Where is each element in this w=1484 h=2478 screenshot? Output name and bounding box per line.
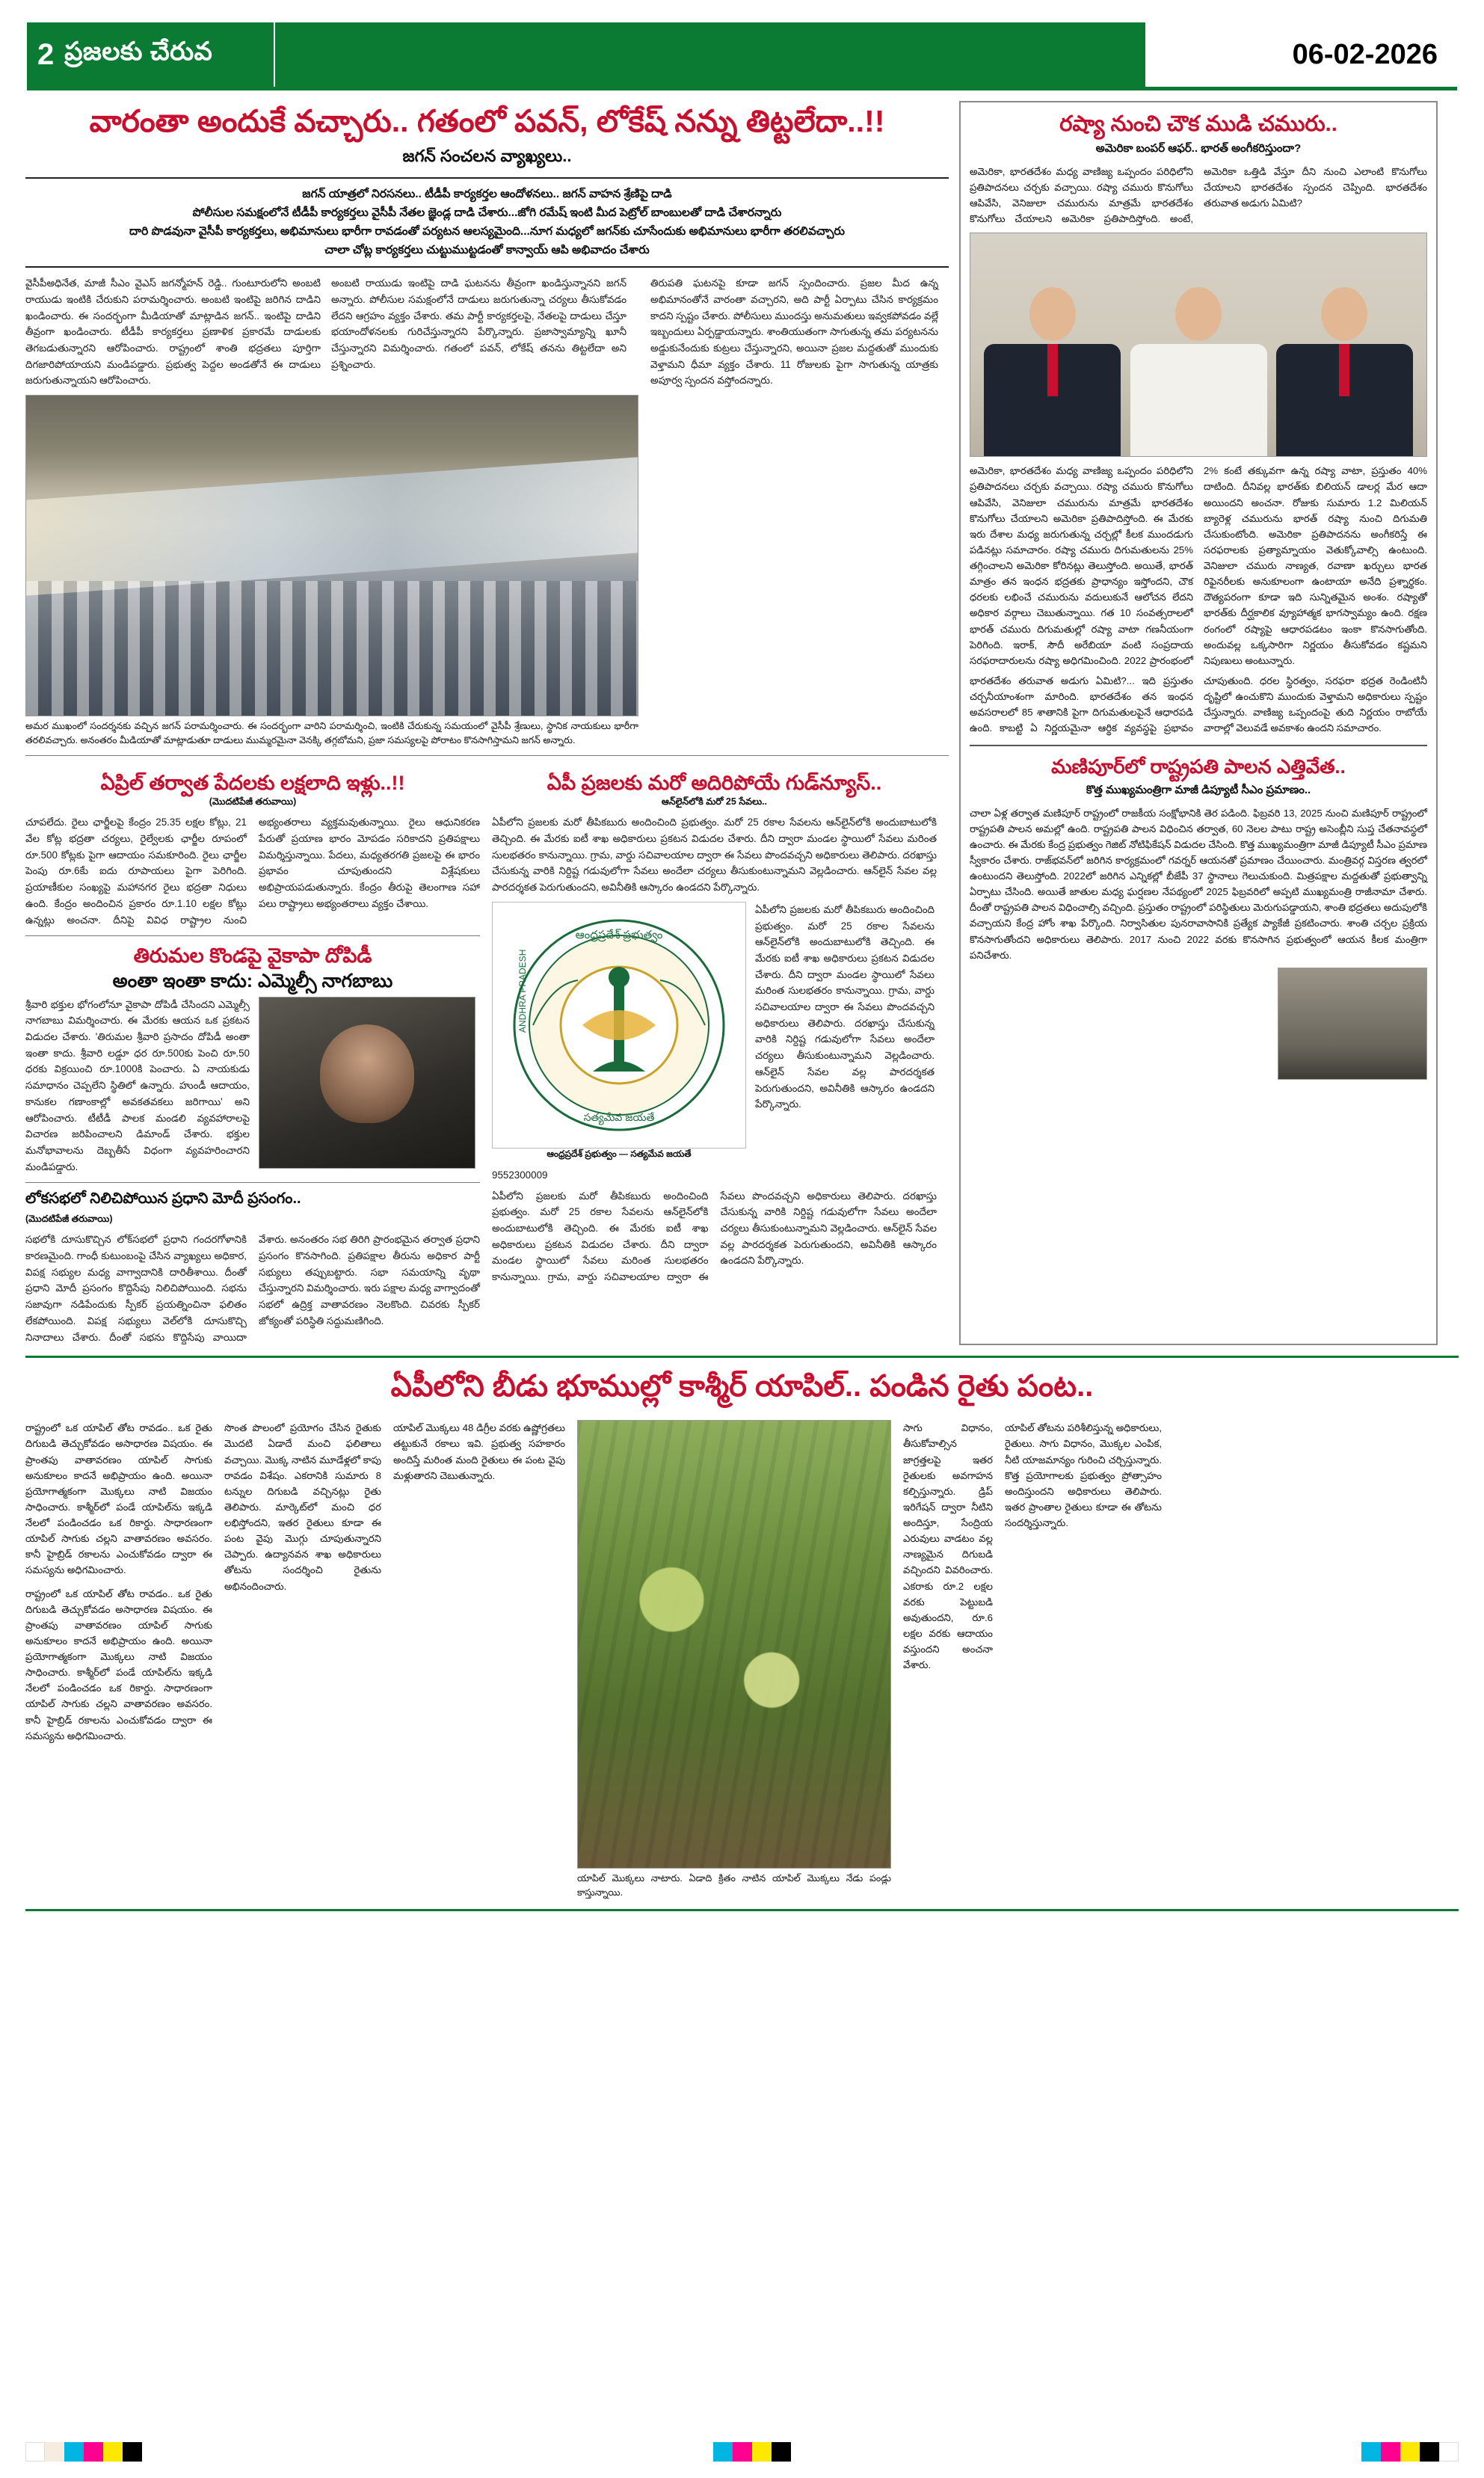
svg-text:సత్యమేవ జయతే: సత్యమేవ జయతే [583, 1110, 655, 1123]
left-column [25, 101, 949, 1345]
swatch [752, 2442, 772, 2462]
world-leaders-photo [970, 233, 1427, 457]
swatch [45, 2442, 64, 2462]
tirumala-headline-black: అంతా ఇంతా కాదు: ఎమ్మెల్సీ నాగబాబు [112, 970, 393, 991]
feature-col-1 [25, 1420, 212, 1900]
swatch [64, 2442, 84, 2462]
manipur-oath-photo [1278, 968, 1427, 1080]
tirumala-headline-red: తిరుమల కొండపై వైకాపా దోపిడీ [133, 944, 372, 968]
feature-text-1: రాష్ట్రంలో ఒక యాపిల్ తోట రావడం.. ఒక రైతు దిగుబడి తెచ్చుకోవడం అసాధారణ విషయం. ఈ ప్రాంతపు వాతావరణం యాపిల్ సాగుకు అనుకూలం కాదనే అభిప్రాయం ఉంది. అయినా ప్రయోగాత్మకంగా మొక్కలు నాటి విజయం సాధించారు. కాశ్మీర్‌లో పండే యాపిల్‌ను ఇక్కడి నేలలో పండించడం ఒక రికార్డు. సాధారణంగా యాపిల్ సాగుకు చల్లని వాతావరణం అవసరం. కానీ హైబ్రిడ్ రకాలను ఎంచుకోవడం ద్వారా ఈ సమస్యను అధిగమించారు. [25, 1422, 212, 1576]
masthead-date: 06-02-2026 [1143, 22, 1457, 87]
swatch [1381, 2442, 1400, 2462]
lead-photo-caption: అమర ముఖంలో సందర్శనకు వచ్చిన జగన్ పరామర్శించారు. ఈ సందర్భంగా వారిని పరామర్శించి, ఇంటికి చేరుకున్న సమయంలో వైసీపీ శ్రేణులు, స్థానిక నాయకులు భారీగా తరలివచ్చారు. అనంతరం మీడియాతో మాట్లాడుతూ దాడులు ముమ్మరమైనా వెనక్కి తగ్గబోమని, ప్రజా సమస్యలపై పోరాటం కొనసాగిస్తామని జగన్ అన్నారు. [25, 721, 638, 746]
feature-col-5 [903, 1420, 993, 1900]
lead-bullets [25, 177, 949, 268]
newspaper-page [0, 22, 1484, 2478]
lead-subhead: జగన్ సంచలన వ్యాఖ్యలు.. [402, 147, 572, 166]
swatch-group-right [1361, 2442, 1459, 2462]
bullet-item: పోలీసుల సమక్షంలోనే టీడీపీ కార్యకర్తలు వైసీపీ నేతల జ్ఞెండ్ల దాడి చేశారు...జోగి రమేష్ ఇంటి మీద పెట్రోల్ బాంబులతో దాడి చేశారన్నారు [192, 206, 782, 220]
lead-text-col2: అంబటి రాయుడు ఇంటిపై దాడి ఘటనను తీవ్రంగా ఖండిస్తున్నానని జగన్ అన్నారు. పోలీసుల సమక్షంలోనే దాడులు జరుగుతున్నా చర్యలు తీసుకోవడం లేదని ఆగ్రహం వ్యక్తం చేశారు. తమ పార్టీ కార్యకర్తలపై, నేతలపై దాడులు చేస్తూ భయాందోళనలకు గురిచేస్తున్నారని పేర్కొన్నారు. ప్రజాస్వామ్యాన్ని ఖూనీ చేస్తున్నారని విమర్శించారు. గతంలో పవన్, లోకేష్ తనను తిట్టలేదా అని ప్రశ్నించారు. [331, 277, 626, 370]
helpline-number: 9552300009 [492, 1169, 548, 1181]
svg-text:ఆంధ్రప్రదేశ్ ప్రభుత్వం: ఆంధ్రప్రదేశ్ ప్రభుత్వం [575, 928, 663, 941]
swatch [733, 2442, 752, 2462]
feature-photo-caption: యాపిల్ మొక్కలు నాటారు. ఏడాది క్రితం నాటిన యాపిల్ మొక్కలు నేడు పండ్లు కాస్తున్నాయి. [577, 1873, 891, 1899]
modi-kicker: (మొదటిపేజీ తరువాయి) [25, 1214, 113, 1225]
housing-headline: ఏప్రిల్ తర్వాత పేదలకు లక్షలాది ఇళ్లు..!! [100, 771, 405, 794]
masthead-left [27, 22, 274, 87]
swatch [25, 2442, 45, 2462]
swatch-group-mid [713, 2442, 791, 2462]
russia-oil-subhead: అమెరికా బంపర్ ఆఫర్.. భారత్ అంగీకరిస్తుందా? [1095, 141, 1302, 155]
feature-photo-block [577, 1420, 891, 1900]
swatch [103, 2442, 123, 2462]
modi-body: సభలోకి దూసుకొచ్చిన లోక్‌సభలో ప్రధాని గందరగోళానికి కారణమైంది. గాంధీ కుటుంబంపై చేసిన వ్యాఖ్యలు అధికార, విపక్ష సభ్యుల మధ్య వాగ్వాదానికి దారితీశాయి. దీంతో ప్రధాని మోదీ ప్రసంగం కొద్దిసేపు నిలిచిపోయింది. సభను సజావుగా నడిపేందుకు స్పీకర్ ప్రయత్నించినా ఫలితం లేకపోయింది. విపక్ష సభ్యులు వెల్‌లోకి దూసుకొచ్చి నినాదాలు చేశారు. దీంతో సభను కొద్దిసేపు వాయిదా వేశారు. అనంతరం సభ తిరిగి ప్రారంభమైన తర్వాత ప్రధాని ప్రసంగం కొనసాగింది. ప్రతిపక్షాల తీరును అధికార పార్టీ సభ్యులు తప్పుబట్టారు. సభా సమయాన్ని వృథా చేస్తున్నారని విమర్శించారు. ఇరు పక్షాల మధ్య వాగ్వాదంతో సభలో ఉద్రిక్త వాతావరణం నెలకొంది. చివరకు స్పీకర్ జోక్యంతో పరిస్థితి సద్దుమణిగింది. [25, 1234, 480, 1343]
bullet-item: దారి పొడవునా వైసీపీ కార్యకర్తలు, అభిమానులు భారీగా రావడంతో పర్యటన ఆలస్యమైంది...నూగ మధ్యలో జగన్‌కు చూసేందుకు అభిమానులు భారీగా తరలివచ్చారు [129, 225, 845, 239]
apple-feature [25, 1356, 1459, 1911]
manipur-body: చాలా ఏళ్ల తర్వాత మణిపూర్ రాష్ట్రంలో రాజకీయ సంక్షోభానికి తెర పడింది. ఫిబ్రవరి 13, 2025 నుంచి మణిపూర్ రాష్ట్రంలో రాష్ట్రపతి పాలన అమల్లో ఉంది. రాష్ట్రపతి పాలన విధించిన తర్వాత, 60 నెలల పాటు రాష్ట్ర అసెంబ్లీని సుప్త చేతనావస్థలో ఉంచారు. ఈ మేరకు కేంద్ర ప్రభుత్వం గెజిట్ నోటిఫికేషన్ విడుదల చేసింది. కొత్త ముఖ్యమంత్రిగా మాజీ డిప్యూటీ సీఎం ప్రమాణ స్వీకారం చేశారు. రాజ్‌భవన్‌లో జరిగిన కార్యక్రమంలో గవర్నర్ ఆయనతో ప్రమాణం చేయించారు. మంత్రివర్గ విస్తరణ త్వరలో ఉంటుందని తెలుస్తోంది. 2022లో జరిగిన ఎన్నికల్లో బీజేపీ 37 స్థానాలు గెలుచుకుంది. మిత్రపక్షాల మద్దతుతో ప్రభుత్వాన్ని ఏర్పాటు చేసింది. అయితే జాతుల మధ్య ఘర్షణల నేపథ్యంలో 2025 ఫిబ్రవరిలో అప్పటి ముఖ్యమంత్రి రాజీనామా చేశారు. దీంతో రాష్ట్రపతి పాలన విధించాల్సి వచ్చింది. ప్రస్తుతం రాష్ట్రంలో పరిస్థితులు మెరుగుపడ్డాయని, శాంతి భద్రతలు అదుపులోకి వచ్చాయని కేంద్ర హోం శాఖ పేర్కొంది. నిర్వాసితుల పునరావాసానికి ప్రత్యేక ప్యాకేజీ ప్రకటించారు. శాంతి చర్చల ప్రక్రియ కొనసాగుతోందని అధికారులు తెలిపారు. 2017 నుంచి 2022 వరకు కొనసాగిన ప్రభుత్వంలో ఆయన కీలక మంత్రిగా పనిచేశారు. [970, 807, 1427, 961]
leader-head [1321, 287, 1367, 341]
lead-photo-block [25, 275, 638, 748]
russia-oil-body2: భారతదేశం తరువాత అడుగు ఏమిటి?... ఇది ప్రస్తుతం చర్చనీయాంశంగా మారింది. భారతదేశం తన ఇంధన అవసరాలలో 85 శాతానికి పైగా దిగుమతులపైనే ఆధారపడి ఉంది. కాబట్టి ఏ నిర్ణయమైనా ఆర్థిక వ్యవస్థపై ప్రభావం చూపుతుంది. ధరల స్థిరత్వం, సరఫరా భద్రత రెండింటినీ దృష్టిలో ఉంచుకొని ముందుకు వెళ్తామని అధికారులు స్పష్టం చేస్తున్నారు. వాణిజ్య ఒప్పందంపై తుది నిర్ణయం రాబోయే వారాల్లో వెలువడే అవకాశం ఉందని సమాచారం. [970, 674, 1427, 734]
sub-stories-row [25, 763, 949, 1345]
manipur-kicker: కొత్త ముఖ్యమంత్రిగా మాజీ డిప్యూటీ సీఎం ప్రమాణం.. [1086, 783, 1311, 796]
goodnews-story [492, 763, 937, 1345]
swatch [1361, 2442, 1381, 2462]
swatch [772, 2442, 791, 2462]
feature-text-1b: రాష్ట్రంలో ఒక యాపిల్ తోట రావడం.. ఒక రైతు దిగుబడి తెచ్చుకోవడం అసాధారణ విషయం. ఈ ప్రాంతపు వాతావరణం యాపిల్ సాగుకు అనుకూలం కాదనే అభిప్రాయం ఉంది. అయినా ప్రయోగాత్మకంగా మొక్కలు నాటి విజయం సాధించారు. కాశ్మీర్‌లో పండే యాపిల్‌ను ఇక్కడి నేలలో పండించడం ఒక రికార్డు. సాధారణంగా యాపిల్ సాగుకు చల్లని వాతావరణం అవసరం. కానీ హైబ్రిడ్ రకాలను ఎంచుకోవడం ద్వారా ఈ సమస్యను అధిగమించారు. [25, 1587, 212, 1741]
feature-col-2 [224, 1420, 381, 1900]
svg-text:ANDHRA PRADESH: ANDHRA PRADESH [517, 949, 528, 1033]
russia-oil-headline: రష్యా నుంచి చౌక ముడి చమురు.. [1059, 112, 1337, 136]
goodnews-kicker: ఆన్‌లైన్‌లోకి మరో 25 సేవలు.. [661, 796, 768, 808]
swatch [123, 2442, 142, 2462]
page-number: 2 [33, 40, 64, 70]
tirumala-body: శ్రీవారి భక్తుల భోగంలోనూ వైకాపా దోపిడీ చేసిందని ఎమ్మెల్సీ నాగబాబు విమర్శించారు. ఈ మేరకు ఆయన ఒక ప్రకటన విడుదల చేశారు. 'తిరుమల శ్రీవారి ప్రసాదం దోపిడీ అంతా ఇంతా కాదు. శ్రీవారి లడ్డూ ధర రూ.500కు పెంచి రూ.50 ధరకు విక్రయించి రూ.1000కి పెంచారు. ఏ నాయకుడు సమాధానం చెప్పలేని స్థితిలో ఉన్నారు. హుండీ ఆదాయం, కానుకల గణాంకాల్లో అవకతవకలు జరిగాయి' అని ఆరోపించారు. టీటీడీ పాలక మండలి వ్యవహారాలపై విచారణ జరిపించాలని డిమాండ్ చేశారు. భక్తుల మనోభావాలను దెబ్బతీసే విధంగా వ్యవహరించారని మండిపడ్డారు. [25, 998, 250, 1172]
goodnews-body: ఏపీలోని ప్రజలకు మరో తీపికబురు అందించింది ప్రభుత్వం. మరో 25 రకాల సేవలను ఆన్‌లైన్‌లోకి అందుబాటులోకి తెచ్చింది. ఈ మేరకు ఐటీ శాఖ అధికారులు ప్రకటన విడుదల చేశారు. దీని ద్వారా మండల స్థాయిలో సేవలు మరింత సులభతరం కానున్నాయి. గ్రామ, వార్డు సచివాలయాల ద్వారా ఈ సేవలు పొందవచ్చని అధికారులు తెలిపారు. దరఖాస్తు చేసుకున్న వారికి నిర్దిష్ట గడువులోగా సేవలు అందేలా చర్యలు తీసుకుంటున్నామని వెల్లడించారు. ఆన్‌లైన్ సేవల వల్ల పారదర్శకత పెరుగుతుందని, అవినీతికి ఆస్కారం ఉండదని పేర్కొన్నారు. [492, 817, 937, 894]
color-calibration-bar [25, 2442, 1459, 2462]
goodnews-body-cont: ఏపీలోని ప్రజలకు మరో తీపికబురు అందించింది ప్రభుత్వం. మరో 25 రకాల సేవలను ఆన్‌లైన్‌లోకి అందుబాటులోకి తెచ్చింది. ఈ మేరకు ఐటీ శాఖ అధికారులు ప్రకటన విడుదల చేశారు. దీని ద్వారా మండల స్థాయిలో సేవలు మరింత సులభతరం కానున్నాయి. గ్రామ, వార్డు సచివాలయాల ద్వారా ఈ సేవలు పొందవచ్చని అధికారులు తెలిపారు. దరఖాస్తు చేసుకున్న వారికి నిర్దిష్ట గడువులోగా సేవలు అందేలా చర్యలు తీసుకుంటున్నామని వెల్లడించారు. ఆన్‌లైన్ సేవల వల్ల పారదర్శకత పెరుగుతుందని, అవినీతికి ఆస్కారం ఉండదని పేర్కొన్నారు. [492, 1190, 937, 1283]
masthead [27, 22, 1457, 87]
bullet-item: చాలా చోట్ల కార్యకర్తలు చుట్టుముట్టడంతో కాన్వాయ్ ఆపి అభివాదం చేశారు [324, 244, 650, 257]
emblem-svg [511, 913, 727, 1137]
housing-body: చూపలేదు. రైలు ఛార్జీలపై కేంద్రం 25.35 లక్షల కోట్లు, 21 వేల కోట్ల భద్రతా చర్యలు, రైల్వేలకు ఛార్జీల రూపంలో రూ.500 కోట్లకు పైగా ఆదాయం సమకూరింది. రైలు ఛార్జీల పెంపు రూ.6కేు ఐదు రూపాయలు పైగా పెరిగింది. ప్రయాణీకుల సంఖ్యపై మహానగర రైలు భద్రతా నిధులు ఉంది. కేంద్రం అందించిన ప్రకారం రూ.1.10 లక్షల కోట్లు ఉన్నట్లు అంచనా. దీనిపై వివిధ రాష్ట్రాల నుంచి అభ్యంతరాలు వ్యక్తమవుతున్నాయి. రైలు ఆధునికరణ పేరుతో ప్రయాణ భారం మోపడం సరికాదని ప్రతిపక్షాలు విమర్శిస్తున్నాయి. పేదలు, మధ్యతరగతి ప్రజలపై ఈ భారం ప్రభావం చూపుతుందని విశ్లేషకులు అభిప్రాయపడుతున్నారు. కేంద్రం తీరుపై తెలంగాణ సహా పలు రాష్ట్రాలు అభ్యంతరాలు వ్యక్తం చేశాయి. [25, 817, 480, 926]
bullet-item: జగన్ యాత్రలో నిరసనలు.. టీడీపీ కార్యకర్తల ఆందోళనలు.. జగన్ వాహన శ్రేణిపై దాడి [302, 188, 672, 201]
swatch [84, 2442, 103, 2462]
feature-col-6 [1005, 1420, 1162, 1900]
goodnews-headline: ఏపీ ప్రజలకు మరో అదిరిపోయే గుడ్‌న్యూస్.. [547, 771, 882, 794]
lead-text-col3: తిరుపతి ఘటనపై కూడా జగన్ స్పందించారు. ప్రజల మీద ఉన్న అభిమానంతోనే వారంతా వచ్చారని, అది పార్టీ ఏర్పాటు చేసిన కార్యక్రమం కాదని స్పష్టం చేశారు. పోలీసులు ముందస్తు అనుమతులు ఇవ్వకపోవడం వల్లే ఇబ్బందులు ఏర్పడ్డాయన్నారు. శాంతియుతంగా సాగుతున్న తమ పర్యటనను అడ్డుకునేందుకు కుట్రలు చేస్తున్నారని, అయినా ప్రజల మద్దతుతో ముందుకు వెళ్తామని ధీమా వ్యక్తం చేశారు. 11 రోజులకు పైగా సాగుతున్న యాత్రకు అపూర్వ స్పందన వస్తోందన్నారు. [650, 277, 938, 387]
russia-oil-body: అమెరికా, భారతదేశం మధ్య వాణిజ్య ఒప్పందం పరిధిలోని ప్రతిపాదనలు చర్చకు వచ్చాయి. రష్యా చమురు కొనుగోలు ఆపివేసి, వెనిజులా చమురును మాత్రమే భారతదేశం కొనుగోలు చేయాలని అమెరికా ప్రతిపాదిస్తోంది. ఈ మేరకు ఇరు దేశాల మధ్య జరుగుతున్న చర్చల్లో కీలక ముందడుగు పడినట్లు సమాచారం. రష్యా చమురు దిగుమతులను 25% తగ్గించాలని అమెరికా కోరినట్లు తెలుస్తోంది. అయితే, భారత్ మాత్రం తన ఇంధన భద్రతకు ప్రాధాన్యం ఇస్తోందని, చౌక ధరలకు లభించే చమురును వదులుకునే ఆలోచన లేదని అధికార వర్గాలు చెబుతున్నాయి. గత 10 సంవత్సరాలలో భారత్ చమురు దిగుమతుల్లో రష్యా వాటా గణనీయంగా పెరిగింది. ఇరాక్, సౌదీ అరేబియా వంటి సంప్రదాయ సరఫరాదారులను రష్యా అధిగమించింది. 2022 ప్రారంభంలో 2% కంటే తక్కువగా ఉన్న రష్యా వాటా, ప్రస్తుతం 40% దాటింది. దీనివల్ల భారత్‌కు బిలియన్ డాలర్ల మేర ఆదా అయిందని అంచనా. రోజుకు సుమారు 1.2 మిలియన్ బ్యారెళ్ల చమురును భారత్ రష్యా నుంచి దిగుమతి చేసుకుంటోంది. అమెరికా ప్రతిపాదనను అంగీకరిస్తే ఈ సరఫరాలకు ప్రత్యామ్నాయం వెతుక్కోవాల్సి ఉంటుంది. వెనిజులా చమురు నాణ్యత, రవాణా ఖర్చులు భారత రిఫైనరీలకు అనుకూలంగా ఉంటాయా అనేది ప్రశ్నార్థకం. దౌత్యపరంగా కూడా ఇది సున్నితమైన అంశం. రష్యాతో భారత్‌కు దీర్ఘకాలిక వ్యూహాత్మక భాగస్వామ్యం ఉంది. రక్షణ రంగంలో రష్యాపై ఆధారపడటం ఇంకా కొనసాగుతోంది. అందువల్ల ఒక్కసారిగా నిర్ణయం తీసుకోవడం కష్టమని నిపుణులు అంటున్నారు. [970, 465, 1427, 666]
lead-text-col1: వైసీపీఅధినేత, మాజీ సీఎం వైఎస్ జగన్మోహన్ రెడ్డి.. గుంటూరులోని అంబటి రాయుడు ఇంటికి చేరుకుని పరామర్శించారు. అంబటి ఇంటిపై జరిగిన దాడిని ఖండించారు. ఈ సందర్భంగా మీడియాతో మాట్లాడిన జగన్.. ఇంటిపై దాడిని తీవ్రంగా ఖండించారు. టీడీపీ కార్యకర్తలు ప్రణాళిక ప్రకారమే దాడులకు తెగబడుతున్నారని ఆరోపించారు. రాష్ట్రంలో శాంతి భద్రతలు పూర్తిగా దిగజారిపోయాయని మండిపడ్డారు. ప్రభుత్వ పెద్దల అండతోనే ఈ దాడులు జరుగుతున్నాయని ఆరోపించారు. [25, 277, 321, 387]
leader-head [1029, 287, 1076, 341]
feature-text-5: యాపిల్ తోటను పరిశీలిస్తున్న అధికారులు, రైతులు. సాగు విధానం, మొక్కల ఎంపిక, నీటి యాజమాన్యం గురించి చర్చిస్తున్నారు. కొత్త ప్రయోగాలకు ప్రభుత్వం ప్రోత్సాహం అందిస్తుందని అధికారులు తెలిపారు. ఇతర ప్రాంతాల రైతులు కూడా ఈ తోటను సందర్శిస్తున్నారు. [1005, 1422, 1162, 1529]
leader-torso [984, 344, 1121, 456]
housing-kicker: (మొదటిపేజీ తరువాయి) [209, 796, 297, 808]
leader-figure-2 [1130, 287, 1267, 456]
tirumala-portrait-photo [259, 997, 475, 1169]
masthead-underline [27, 87, 1457, 90]
goodnews-helpline-line [492, 1167, 937, 1184]
housing-story [25, 763, 480, 1345]
feature-text-3: సాగు విధానం, తీసుకోవాల్సిన జాగ్రత్తలపై ఇతర రైతులకు అవగాహన కల్పిస్తున్నారు. డ్రిప్ ఇరిగేషన్ ద్వారా నీటిని అందిస్తూ, సేంద్రియ ఎరువులు వాడటం వల్ల నాణ్యమైన దిగుబడి వచ్చిందని వివరించారు. ఎకరాకు రూ.2 లక్షల వరకు పెట్టుబడి అవుతుందని, రూ.6 లక్షల వరకు ఆదాయం వస్తుందని అంచనా వేశారు. [903, 1422, 993, 1671]
tie-shape [1339, 344, 1349, 396]
colorbar-gap [142, 2442, 713, 2462]
tie-shape [1047, 344, 1058, 396]
section-title: ప్రజలకు చేరువ [64, 37, 213, 66]
lead-body-area [25, 275, 949, 748]
masthead-bar [275, 22, 1143, 87]
colorbar-gap-2 [791, 2442, 1362, 2462]
ap-government-emblem [492, 902, 746, 1149]
lead-photo [25, 395, 638, 716]
russia-oil-intro: అమెరికా, భారతదేశం మధ్య వాణిజ్య ఒప్పందం పరిధిలోని ప్రతిపాదనలు చర్చకు వచ్చాయి. రష్యా చమురు కొనుగోలు ఆపివేసి, వెనిజులా చమురును మాత్రమే భారతదేశం కొనుగోలు చేయాలని అమెరికా ప్రతిపాదిస్తోంది. అంటే, అమెరికా ఒత్తిడి వేస్తూ దీని నుంచి ఎలాంటి కొనుగోలు చేయాలని భారతదేశం స్పందన చెప్పింది. భారతదేశం తరువాత అడుగు ఏమిటి? [970, 165, 1427, 225]
feature-text-2: సొంత పొలంలో ప్రయోగం చేసిన రైతుకు మొదటి ఏడాదే మంచి ఫలితాలు వచ్చాయి. మొక్క నాటిన మూడేళ్లలో కాపు రావడం విశేషం. ఎకరానికి సుమారు 8 టన్నుల దిగుబడి వచ్చినట్లు రైతు తెలిపారు. మార్కెట్‌లో మంచి ధర లభిస్తోందని, ఇతర రైతులు కూడా ఈ పంట వైపు మొగ్గు చూపుతున్నారని చెప్పారు. ఉద్యానవన శాఖ అధికారులు తోటను సందర్శించి రైతును అభినందించారు. [224, 1422, 381, 1592]
manipur-headline: మణిపూర్‌లో రాష్ట్రపతి పాలన ఎత్తివేత.. [1051, 755, 1346, 778]
swatch [1420, 2442, 1439, 2462]
leader-torso [1276, 344, 1413, 456]
leader-head [1175, 287, 1222, 341]
lead-headline: వారంతా అందుకే వచ్చారు.. గతంలో పవన్, లోకేష్ నన్ను తిట్టలేదా..!! [89, 104, 885, 138]
divider [25, 935, 480, 936]
goodnews-side-text: ఏపీలోని ప్రజలకు మరో తీపికబురు అందించింది ప్రభుత్వం. మరో 25 రకాల సేవలను ఆన్‌లైన్‌లోకి అందుబాటులోకి తెచ్చింది. ఈ మేరకు ఐటీ శాఖ అధికారులు ప్రకటన విడుదల చేశారు. దీని ద్వారా మండల స్థాయిలో సేవలు మరింత సులభతరం కానున్నాయి. గ్రామ, వార్డు సచివాలయాల ద్వారా ఈ సేవలు పొందవచ్చని అధికారులు తెలిపారు. దరఖాస్తు చేసుకున్న వారికి నిర్దిష్ట గడువులోగా సేవలు అందేలా చర్యలు తీసుకుంటున్నామని వెల్లడించారు. ఆన్‌లైన్ సేవల వల్ల పారదర్శకత పెరుగుతుందని, అవినీతికి ఆస్కారం ఉండదని పేర్కొన్నారు. [755, 903, 935, 1110]
feature-headline: ఏపీలోని బీడు భూముల్లో కాశ్మీర్ యాపిల్.. పండిన రైతు పంట.. [390, 1370, 1094, 1404]
divider [25, 755, 949, 756]
leader-torso [1130, 344, 1267, 456]
swatch-group-left [25, 2442, 142, 2462]
apple-orchard-photo [577, 1420, 891, 1869]
emblem-caption: ఆంధ్రప్రదేశ్ ప్రభుత్వం — సత్యమేవ జయతే [547, 1148, 692, 1159]
swatch [1400, 2442, 1420, 2462]
swatch [1439, 2442, 1459, 2462]
divider [970, 745, 1427, 746]
leader-figure-1 [984, 287, 1121, 456]
divider [25, 1182, 480, 1183]
leader-figure-3 [1276, 287, 1413, 456]
swatch [713, 2442, 733, 2462]
feature-col-3 [393, 1420, 565, 1900]
feature-grid [25, 1420, 1459, 1900]
page-content [25, 101, 1459, 1345]
feature-text-4: యాపిల్ మొక్కలు 48 డిగ్రీల వరకు ఉష్ణోగ్రతలు తట్టుకునే రకాలు ఇవి. ప్రభుత్వ సహకారం అందిస్తే మరింత మంది రైతులు ఈ పంట వైపు మళ్లుతారని చెబుతున్నారు. [393, 1422, 565, 1481]
right-column [959, 101, 1438, 1345]
modi-headline: లోకసభలో నిలిచిపోయిన ప్రధాని మోదీ ప్రసంగం.. [25, 1190, 301, 1208]
